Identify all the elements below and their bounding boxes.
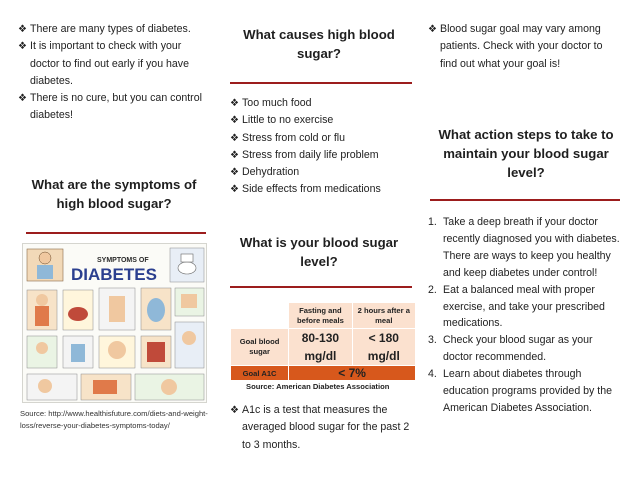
list-item: ❖ Dehydration — [230, 164, 420, 181]
table-source: Source: American Diabetes Association — [246, 382, 390, 391]
column-left — [18, 0, 206, 493]
image-source: Source: http://www.healthisfuture.com/diets-and-weight-loss/reverse-your-diabetes-symptoms-today/ — [20, 409, 208, 430]
list-item: 1. Take a deep breath if your doctor recently diagnosed you with diabetes. There are ways to keep you healthy and keep diabetes under control! — [428, 216, 620, 279]
diamond-bullet-icon: ❖ — [230, 405, 239, 416]
diamond-bullet-icon: ❖ — [18, 24, 27, 35]
diamond-bullet-icon: ❖ — [230, 149, 239, 161]
diamond-bullet-icon: ❖ — [18, 93, 27, 105]
symptoms-poster-image — [22, 243, 207, 403]
poster-title-line1: SYMPTOMS OF — [97, 257, 149, 264]
blood-sugar-table-wrap — [230, 302, 416, 391]
column-middle — [226, 0, 416, 493]
diamond-bullet-icon: ❖ — [230, 98, 239, 109]
blood-sugar-table — [230, 302, 416, 381]
list-item: ❖ There are many types of diabetes. — [18, 21, 206, 38]
level-heading: What is your blood sugar level? — [239, 235, 399, 269]
list-item: ❖ There is no cure, but you can control diabetes! — [18, 92, 202, 122]
list-item: ❖ Blood sugar goal may vary among patients. Check with your doctor to find out what your goal is! — [428, 23, 603, 70]
diamond-bullet-icon: ❖ — [230, 167, 239, 179]
heading-rule — [430, 199, 620, 201]
row-label-a1c: Goal A1C — [231, 366, 289, 381]
intro-bullets — [18, 21, 206, 125]
after-meal-value: < 180 mg/dl — [352, 329, 415, 366]
list-item: 4. Learn about diabetes through education programs provided by the American Diabetes Association. — [428, 368, 613, 414]
goal-bullet-list — [428, 21, 620, 73]
col-header-fasting: Fasting and before meals — [289, 303, 352, 329]
a1c-note-list — [230, 402, 416, 454]
list-item: ❖ Stress from cold or flu — [230, 130, 420, 147]
heading-rule — [230, 82, 412, 84]
fasting-value: 80-130 mg/dl — [289, 329, 352, 366]
column-right — [428, 0, 624, 493]
action-steps-list — [428, 214, 622, 417]
list-item: ❖ It is important to check with your doctor to find out early if you have diabetes. — [18, 40, 189, 87]
heading-rule — [230, 286, 412, 288]
list-item: ❖ A1c is a test that measures the averaged blood sugar for the past 2 to 3 months. — [230, 404, 410, 451]
action-heading: What action steps to take to maintain your blood sugar level? — [438, 127, 614, 180]
diamond-bullet-icon: ❖ — [18, 41, 27, 53]
symptoms-heading: What are the symptoms of high blood sugar? — [31, 177, 197, 211]
causes-list — [230, 95, 420, 199]
diamond-bullet-icon: ❖ — [230, 184, 239, 196]
list-item: ❖ Side effects from medications — [230, 181, 420, 198]
col-header-after-meal: 2 hours after a meal — [352, 303, 415, 329]
row-label-goal: Goal blood sugar — [231, 329, 289, 366]
list-item: ❖ Too much food — [230, 95, 420, 112]
diamond-bullet-icon: ❖ — [428, 24, 437, 35]
list-item: 2. Eat a balanced meal with proper exercise, and take your prescribed medications. — [428, 283, 605, 330]
poster-title-line2: DIABETES — [71, 265, 157, 284]
list-item: 3. Check your blood sugar as your doctor recommended. — [428, 334, 593, 364]
a1c-value: < 7% — [289, 366, 416, 381]
heading-rule — [26, 232, 206, 234]
diamond-bullet-icon: ❖ — [230, 132, 239, 144]
causes-heading: What causes high blood sugar? — [243, 27, 395, 61]
list-item: ❖ Little to no exercise — [230, 112, 420, 129]
diamond-bullet-icon: ❖ — [230, 115, 239, 127]
list-item: ❖ Stress from daily life problem — [230, 147, 420, 164]
